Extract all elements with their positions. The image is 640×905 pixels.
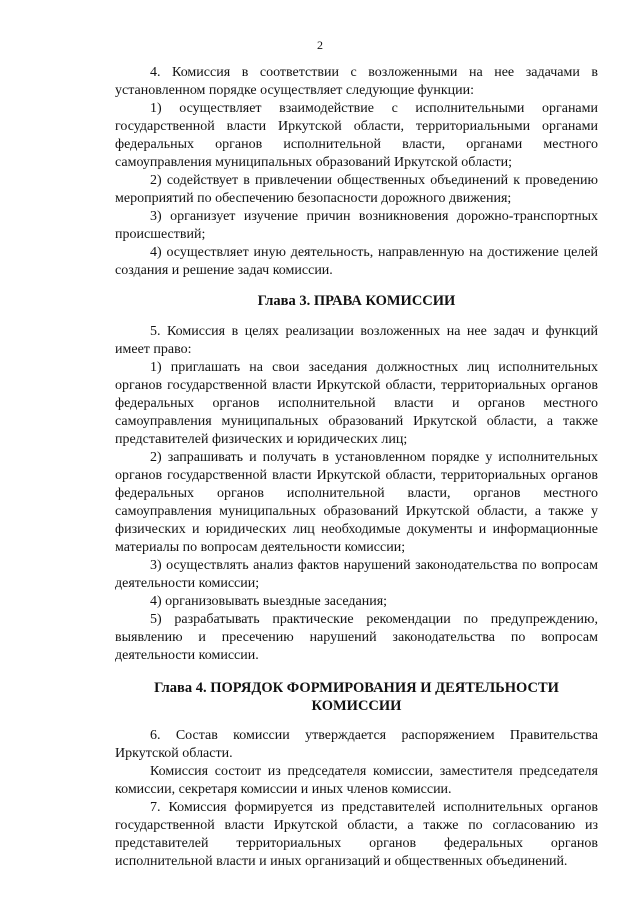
paragraph-6-composition: Комиссия состоит из председателя комиссии, заместителя председателя комиссии, секретаря комиссии и иных членов комиссии. [115,764,598,797]
paragraph-4-2: 2) содействует в привлечении общественных объединений к проведению мероприятий по обеспечению безопасности дорожного движения; [115,173,598,206]
paragraph-5-1: 1) приглашать на свои заседания должностных лиц исполнительных органов государственной власти Иркутской области, территориальных органов федеральных органов исполнительной власти и органов местного самоуправления муниципальных образований Иркутской области, а также представителей физических и юридических лиц; [115,360,598,447]
paragraph-4-3: 3) организует изучение причин возникновения дорожно-транспортных происшествий; [115,209,598,242]
paragraph-5-4: 4) организовывать выездные заседания; [150,594,388,609]
paragraph-4-1: 1) осуществляет взаимодействие с исполнительными органами государственной власти Иркутской области, территориальными органами федеральных органов исполнительной власти, органами местного самоуправления муниципальных образований Иркутской области; [115,101,598,170]
paragraph-5-2: 2) запрашивать и получать в установленном порядке у исполнительных органов государственной власти Иркутской области, территориальных органов федеральных органов исполнительной власти, органов местного самоуправления муниципальных образований Иркутской области, а также у физических и юридических лиц необходимые документы и информационные материалы по вопросам деятельности комиссии; [115,450,598,555]
paragraph-5-3: 3) осуществлять анализ фактов нарушений законодательства по вопросам деятельности комиссии; [115,558,598,591]
paragraph-4: 4. Комиссия в соответствии с возложенными на нее задачами в установленном порядке осуществляет следующие функции: [115,65,598,98]
paragraph-7: 7. Комиссия формируется из представителей исполнительных органов государственной власти Иркутской области, а также по согласованию из представителей территориальных органов федеральных органов исполнительной власти и иных организаций и общественных объединений. [115,800,598,869]
paragraph-5-5: 5) разрабатывать практические рекомендации по предупреждению, выявлению и пресечению нарушений законодательства по вопросам деятельности комиссии. [115,612,598,663]
paragraph-6: 6. Состав комиссии утверждается распоряжением Правительства Иркутской области. [115,728,598,761]
document-body [115,64,598,871]
chapter-4-heading: Глава 4. ПОРЯДОК ФОРМИРОВАНИЯ И ДЕЯТЕЛЬНОСТИ КОМИССИИ [154,680,559,714]
paragraph-5: 5. Комиссия в целях реализации возложенных на нее задач и функций имеет право: [115,324,598,357]
paragraph-4-4: 4) осуществляет иную деятельность, направленную на достижение целей создания и решение задач комиссии. [115,245,598,278]
page-number: 2 [317,38,323,52]
chapter-3-heading: Глава 3. ПРАВА КОМИССИИ [257,293,456,309]
